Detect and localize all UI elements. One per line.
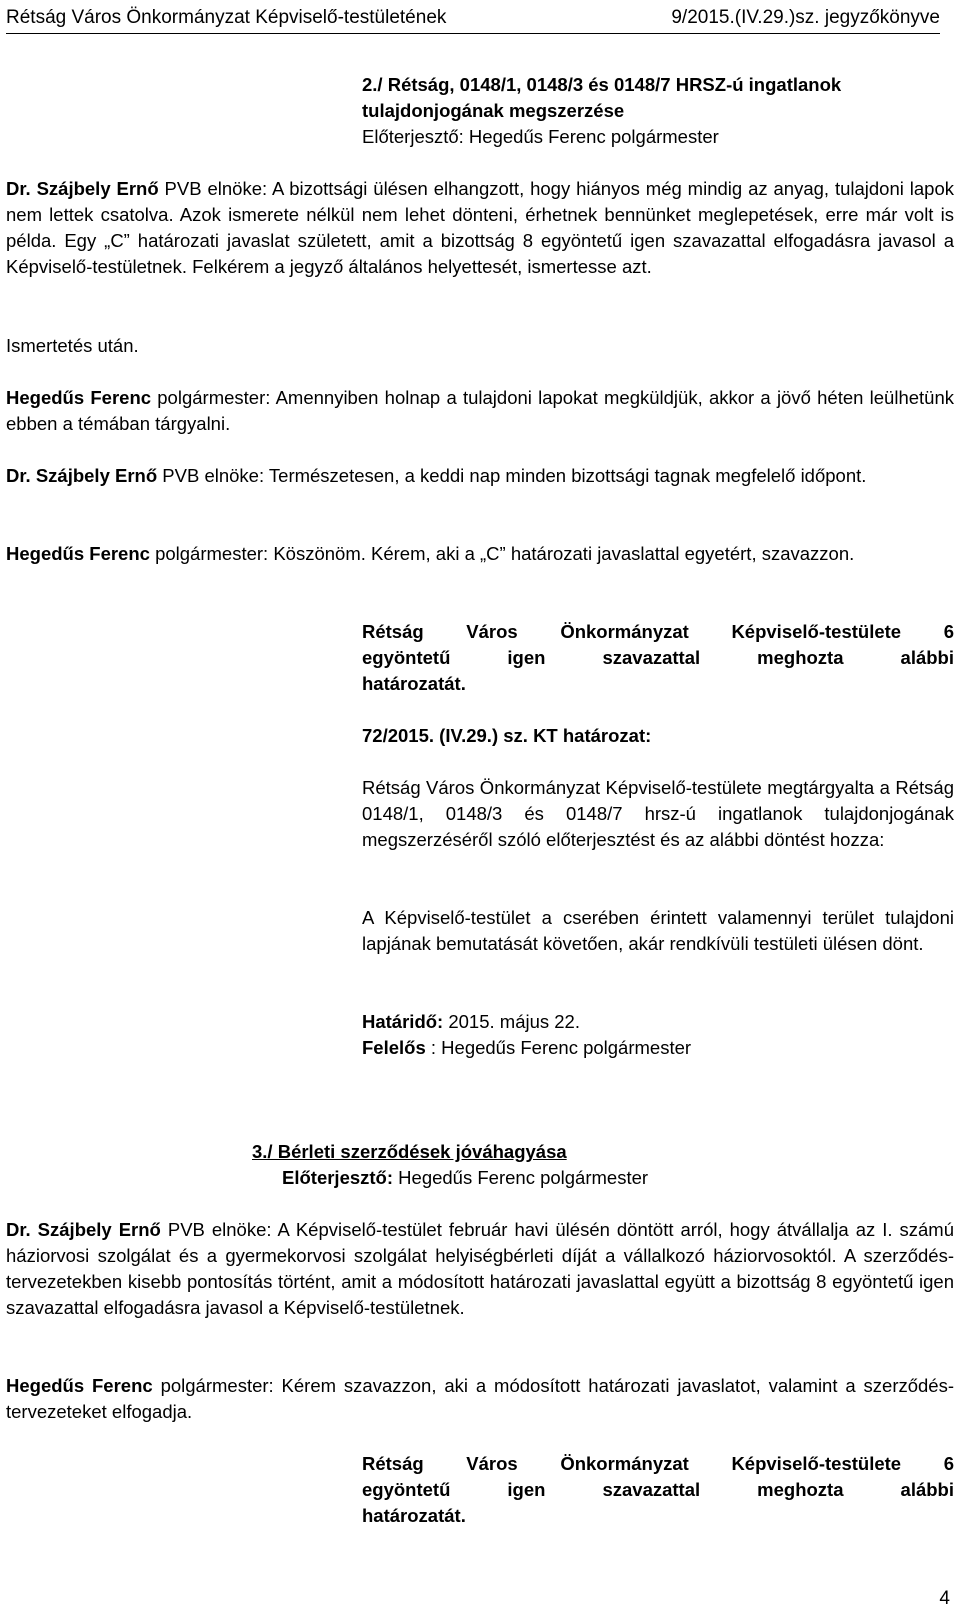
paragraph-szajbely-1	[6, 176, 954, 280]
vote2-line1: Rétság Város Önkormányzat Képviselő-testülete 6	[362, 1453, 954, 1474]
resolution-number: 72/2015. (IV.29.) sz. KT határozat:	[362, 725, 652, 746]
section3-title-text: 3./ Bérleti szerződések jóváhagyása	[252, 1141, 567, 1162]
section2-title-line2: tulajdonjogának megszerzése	[362, 100, 625, 121]
speaker-name: Dr. Szájbely Ernő	[6, 178, 159, 199]
speech-text: PVB elnöke: Természetesen, a keddi nap minden bizottsági tagnak megfelelő időpont.	[157, 465, 867, 486]
speech-text: polgármester: Amennyiben holnap a tulajdoni lapokat megküldjük, akkor a jövő héten leülhetünk ebben a témában tárgyalni.	[6, 387, 954, 434]
vote2-line2: egyöntetű igen szavazattal meghozta alábbi	[362, 1479, 954, 1500]
deadline-label: Határidő:	[362, 1011, 444, 1032]
section2-title-line1: 2./ Rétság, 0148/1, 0148/3 és 0148/7 HRSZ-ú ingatlanok	[362, 74, 842, 95]
paragraph-hegedus-2	[6, 541, 954, 567]
paragraph-ismertetes: Ismertetés után.	[6, 335, 139, 356]
paragraph-szajbely-3	[6, 1217, 954, 1321]
deadline-value: 2015. május 22.	[443, 1011, 580, 1032]
speaker-name: Dr. Szájbely Ernő	[6, 465, 158, 486]
speaker-name: Dr. Szájbely Ernő	[6, 1219, 161, 1240]
presenter-label: Előterjesztő:	[282, 1167, 394, 1188]
vote1-line2: egyöntetű igen szavazattal meghozta alábbi	[362, 647, 954, 668]
resolution-deadline	[362, 1009, 954, 1035]
section3-presenter	[282, 1165, 952, 1191]
responsible-value: : Hegedűs Ferenc polgármester	[425, 1037, 692, 1058]
paragraph-szajbely-2	[6, 463, 954, 489]
page-header	[6, 5, 940, 34]
paragraph-hegedus-3	[6, 1373, 954, 1425]
vote1-line3: határozatát.	[362, 673, 466, 694]
resolution-text-1: Rétság Város Önkormányzat Képviselő-testülete megtárgyalta a Rétság 0148/1, 0148/3 és 0148/7 hrsz-ú ingatlanok tulajdonjogának megszerzéséről szóló előterjesztést és az alábbi döntést hozza:	[362, 777, 954, 850]
speaker-name: Hegedűs Ferenc	[6, 1375, 153, 1396]
vote1-line1: Rétság Város Önkormányzat Képviselő-testülete 6	[362, 621, 954, 642]
speech-text: polgármester: Köszönöm. Kérem, aki a „C” határozati javaslattal egyetért, szavazzon.	[149, 543, 855, 564]
paragraph-hegedus-1	[6, 385, 954, 437]
presenter-value: Hegedűs Ferenc polgármester	[393, 1167, 649, 1188]
speaker-name: Hegedűs Ferenc	[6, 387, 152, 408]
responsible-label: Felelős	[362, 1037, 426, 1058]
resolution-responsible	[362, 1035, 954, 1061]
speech-text: polgármester: Kérem szavazzon, aki a módosított határozati javaslatot, valamint a szerződés-tervezeteket elfogadja.	[6, 1375, 955, 1422]
header-title: Rétság Város Önkormányzat Képviselő-testületének	[6, 7, 447, 28]
speech-text: PVB elnöke: A Képviselő-testület február havi ülésén döntött arról, hogy átvállalja az I. számú háziorvosi szolgálat és a gyermekorvosi szolgálat helyiségbérleti díját a vállalkozó háziorvosoktól. A szerződés-tervezetekben kisebb pontosítás történt, amit a módosított határozati javaslattal együtt a bizottság 8 egyöntetű igen szavazattal elfogadásra javasol a Képviselő-testületnek.	[6, 1219, 955, 1318]
page-number: 4	[939, 1588, 950, 1609]
section2-presenter: Előterjesztő: Hegedűs Ferenc polgármester	[362, 126, 719, 147]
resolution-text-2: A Képviselő-testület a cserében érintett valamennyi terület tulajdoni lapjának bemutatását követően, akár rendkívüli testületi ülésen dönt.	[362, 907, 954, 954]
vote2-line3: határozatát.	[362, 1505, 466, 1526]
speech-text: PVB elnöke: A bizottsági ülésen elhangzott, hogy hiányos még mindig az anyag, tulajdoni lapok nem lettek csatolva. Azok ismerete nélkül nem lehet dönteni, érhetnek bennünket meglepetések, erre már volt is példa. Egy „C” határozati javaslat született, amit a bizottság 8 egyöntetű igen szavazattal elfogadásra javasol a Képviselő-testületnek. Felkérem a jegyző általános helyettesét, ismertesse azt.	[6, 178, 954, 277]
header-record-number: 9/2015.(IV.29.)sz. jegyzőkönyve	[671, 7, 940, 28]
speaker-name: Hegedűs Ferenc	[6, 543, 150, 564]
section3-title	[252, 1139, 952, 1165]
